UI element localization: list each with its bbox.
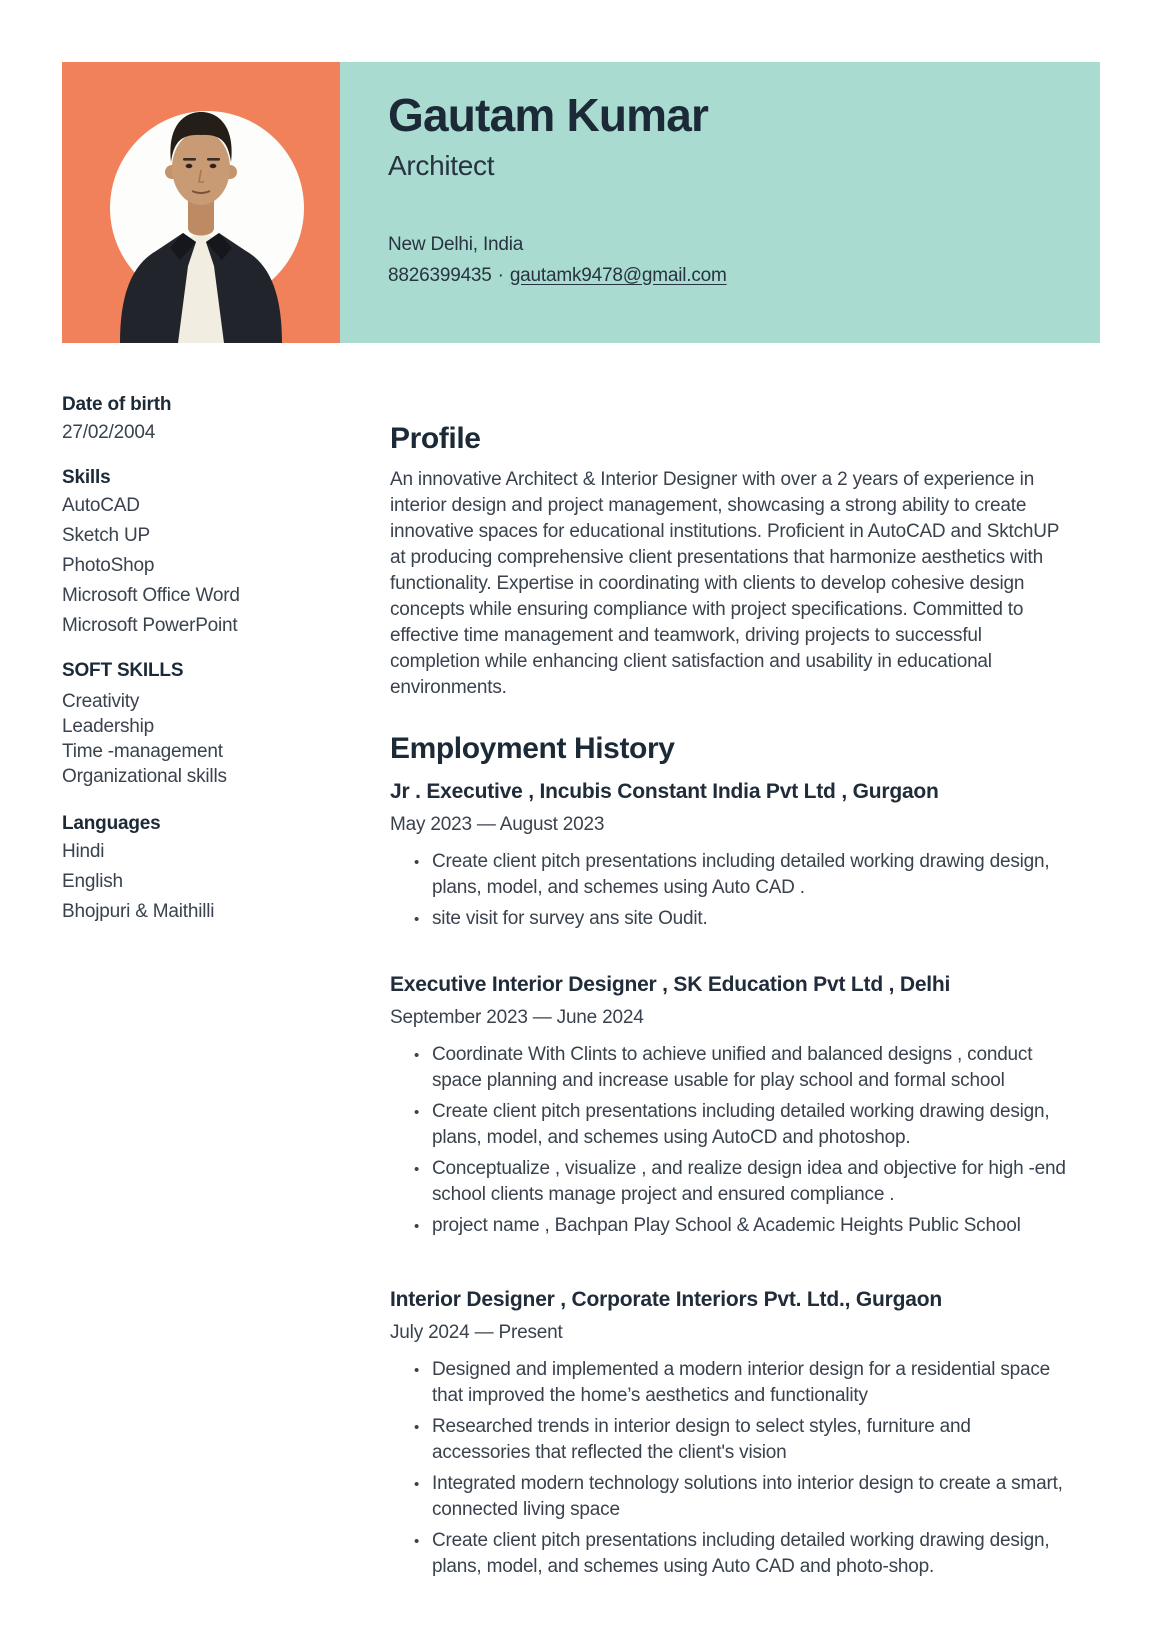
photo-block xyxy=(62,62,340,343)
contact-separator: · xyxy=(497,264,504,286)
sidebar-item: Hindi xyxy=(62,841,105,862)
sidebar-item: Bhojpuri & Maithilli xyxy=(62,901,215,922)
sidebar-item: Time -management xyxy=(62,741,223,762)
contact-line xyxy=(388,265,1100,287)
phone-number: 8826399435 xyxy=(388,264,492,286)
sidebar-item: Microsoft Office Word xyxy=(62,585,240,606)
job-bullet: • Create client pitch presentations including detailed working drawing design, plans, model, and schemes using AutoCD and photoshop. xyxy=(390,1099,1072,1151)
sidebar-item-list xyxy=(62,423,332,443)
sidebar-sections xyxy=(62,393,332,922)
sidebar-item: Organizational skills xyxy=(62,766,227,787)
employment-heading: Employment History xyxy=(390,732,675,765)
content-columns xyxy=(62,393,1100,1580)
job-dates: July 2024 — Present xyxy=(390,1322,563,1343)
profile-text: An innovative Architect & Interior Designer with over a 2 years of experience in interior design and project management, showcasing a strong ability to create innovative spaces for educational institutions. Proficient in AutoCAD and SktchUP at producing comprehensive client presentations that harmonize aesthetics with functionality. Expertise in coordinating with clients to develop cohesive design concepts while ensuring compliance with project specifications. Committed to effective time management and teamwork, driving projects to successful completion while enhancing client satisfaction and usability in educational environments. xyxy=(390,469,1059,698)
job-dates: September 2023 — June 2024 xyxy=(390,1007,644,1028)
sidebar-item: Leadership xyxy=(62,716,155,737)
sidebar-section xyxy=(62,466,332,636)
job-title: Jr . Executive , Incubis Constant India Pvt Ltd , Gurgaon xyxy=(390,780,939,803)
job-bullet-list xyxy=(390,1357,1072,1580)
job-dates: May 2023 — August 2023 xyxy=(390,814,605,835)
employment-entries xyxy=(390,779,1072,1580)
sidebar-item: Microsoft PowerPoint xyxy=(62,615,238,636)
sidebar-item: English xyxy=(62,871,123,892)
profile-photo xyxy=(62,62,340,343)
sidebar-item: Creativity xyxy=(62,691,140,712)
job-bullet: • Coordinate With Clints to achieve unified and balanced designs , conduct space planning and increase usable for play school and formal school xyxy=(390,1042,1072,1094)
profile-heading: Profile xyxy=(390,422,481,455)
sidebar-section-heading: Skills xyxy=(62,467,111,488)
job-bullet: • project name , Bachpan Play School & Academic Heights Public School xyxy=(390,1213,1072,1239)
job-bullet: • Designed and implemented a modern interior design for a residential space that improved the home’s aesthetics and functionality xyxy=(390,1357,1072,1409)
employment-entry xyxy=(390,972,1072,1239)
sidebar-section xyxy=(62,812,332,922)
sidebar xyxy=(62,393,332,945)
job-title: Interior Designer , Corporate Interiors Pvt. Ltd., Gurgaon xyxy=(390,1288,942,1311)
resume-header xyxy=(62,62,1100,343)
location-text: New Delhi, India xyxy=(388,233,524,255)
sidebar-section-heading: Languages xyxy=(62,813,161,834)
job-bullet: • Conceptualize , visualize , and realize design idea and objective for high -end school clients manage project and ensured compliance . xyxy=(390,1156,1072,1208)
sidebar-item-list xyxy=(62,689,332,789)
sidebar-item: AutoCAD xyxy=(62,495,140,516)
job-title: Executive Interior Designer , SK Education Pvt Ltd , Delhi xyxy=(390,973,951,996)
sidebar-item: PhotoShop xyxy=(62,555,155,576)
sidebar-item-list xyxy=(62,496,332,636)
job-bullet: • Researched trends in interior design to select styles, furniture and accessories that reflected the client's vision xyxy=(390,1414,1072,1466)
sidebar-item: 27/02/2004 xyxy=(62,422,156,443)
email-link[interactable]: gautamk9478@gmail.com xyxy=(509,264,727,286)
job-bullet: • Integrated modern technology solutions into interior design to create a smart, connected living space xyxy=(390,1471,1072,1523)
main-column xyxy=(390,393,1100,1580)
sidebar-section xyxy=(62,393,332,443)
sidebar-section-heading: SOFT SKILLS xyxy=(62,660,184,681)
job-bullet: • Create client pitch presentations including detailed working drawing design, plans, model, and schemes using Auto CAD . xyxy=(390,849,1072,901)
header-band xyxy=(340,62,1100,343)
sidebar-item-list xyxy=(62,842,332,922)
job-bullet-list xyxy=(390,1042,1072,1239)
employment-entry xyxy=(390,779,1072,932)
job-bullet-list xyxy=(390,849,1072,932)
sidebar-section xyxy=(62,659,332,789)
person-title: Architect xyxy=(388,149,495,181)
sidebar-section-heading: Date of birth xyxy=(62,394,172,415)
job-bullet: • site visit for survey ans site Oudit. xyxy=(390,906,1072,932)
employment-entry xyxy=(390,1287,1072,1580)
person-name: Gautam Kumar xyxy=(388,89,709,141)
sidebar-item: Sketch UP xyxy=(62,525,150,546)
job-bullet: • Create client pitch presentations including detailed working drawing design, plans, model, and schemes using Auto CAD and photo-shop. xyxy=(390,1528,1072,1580)
